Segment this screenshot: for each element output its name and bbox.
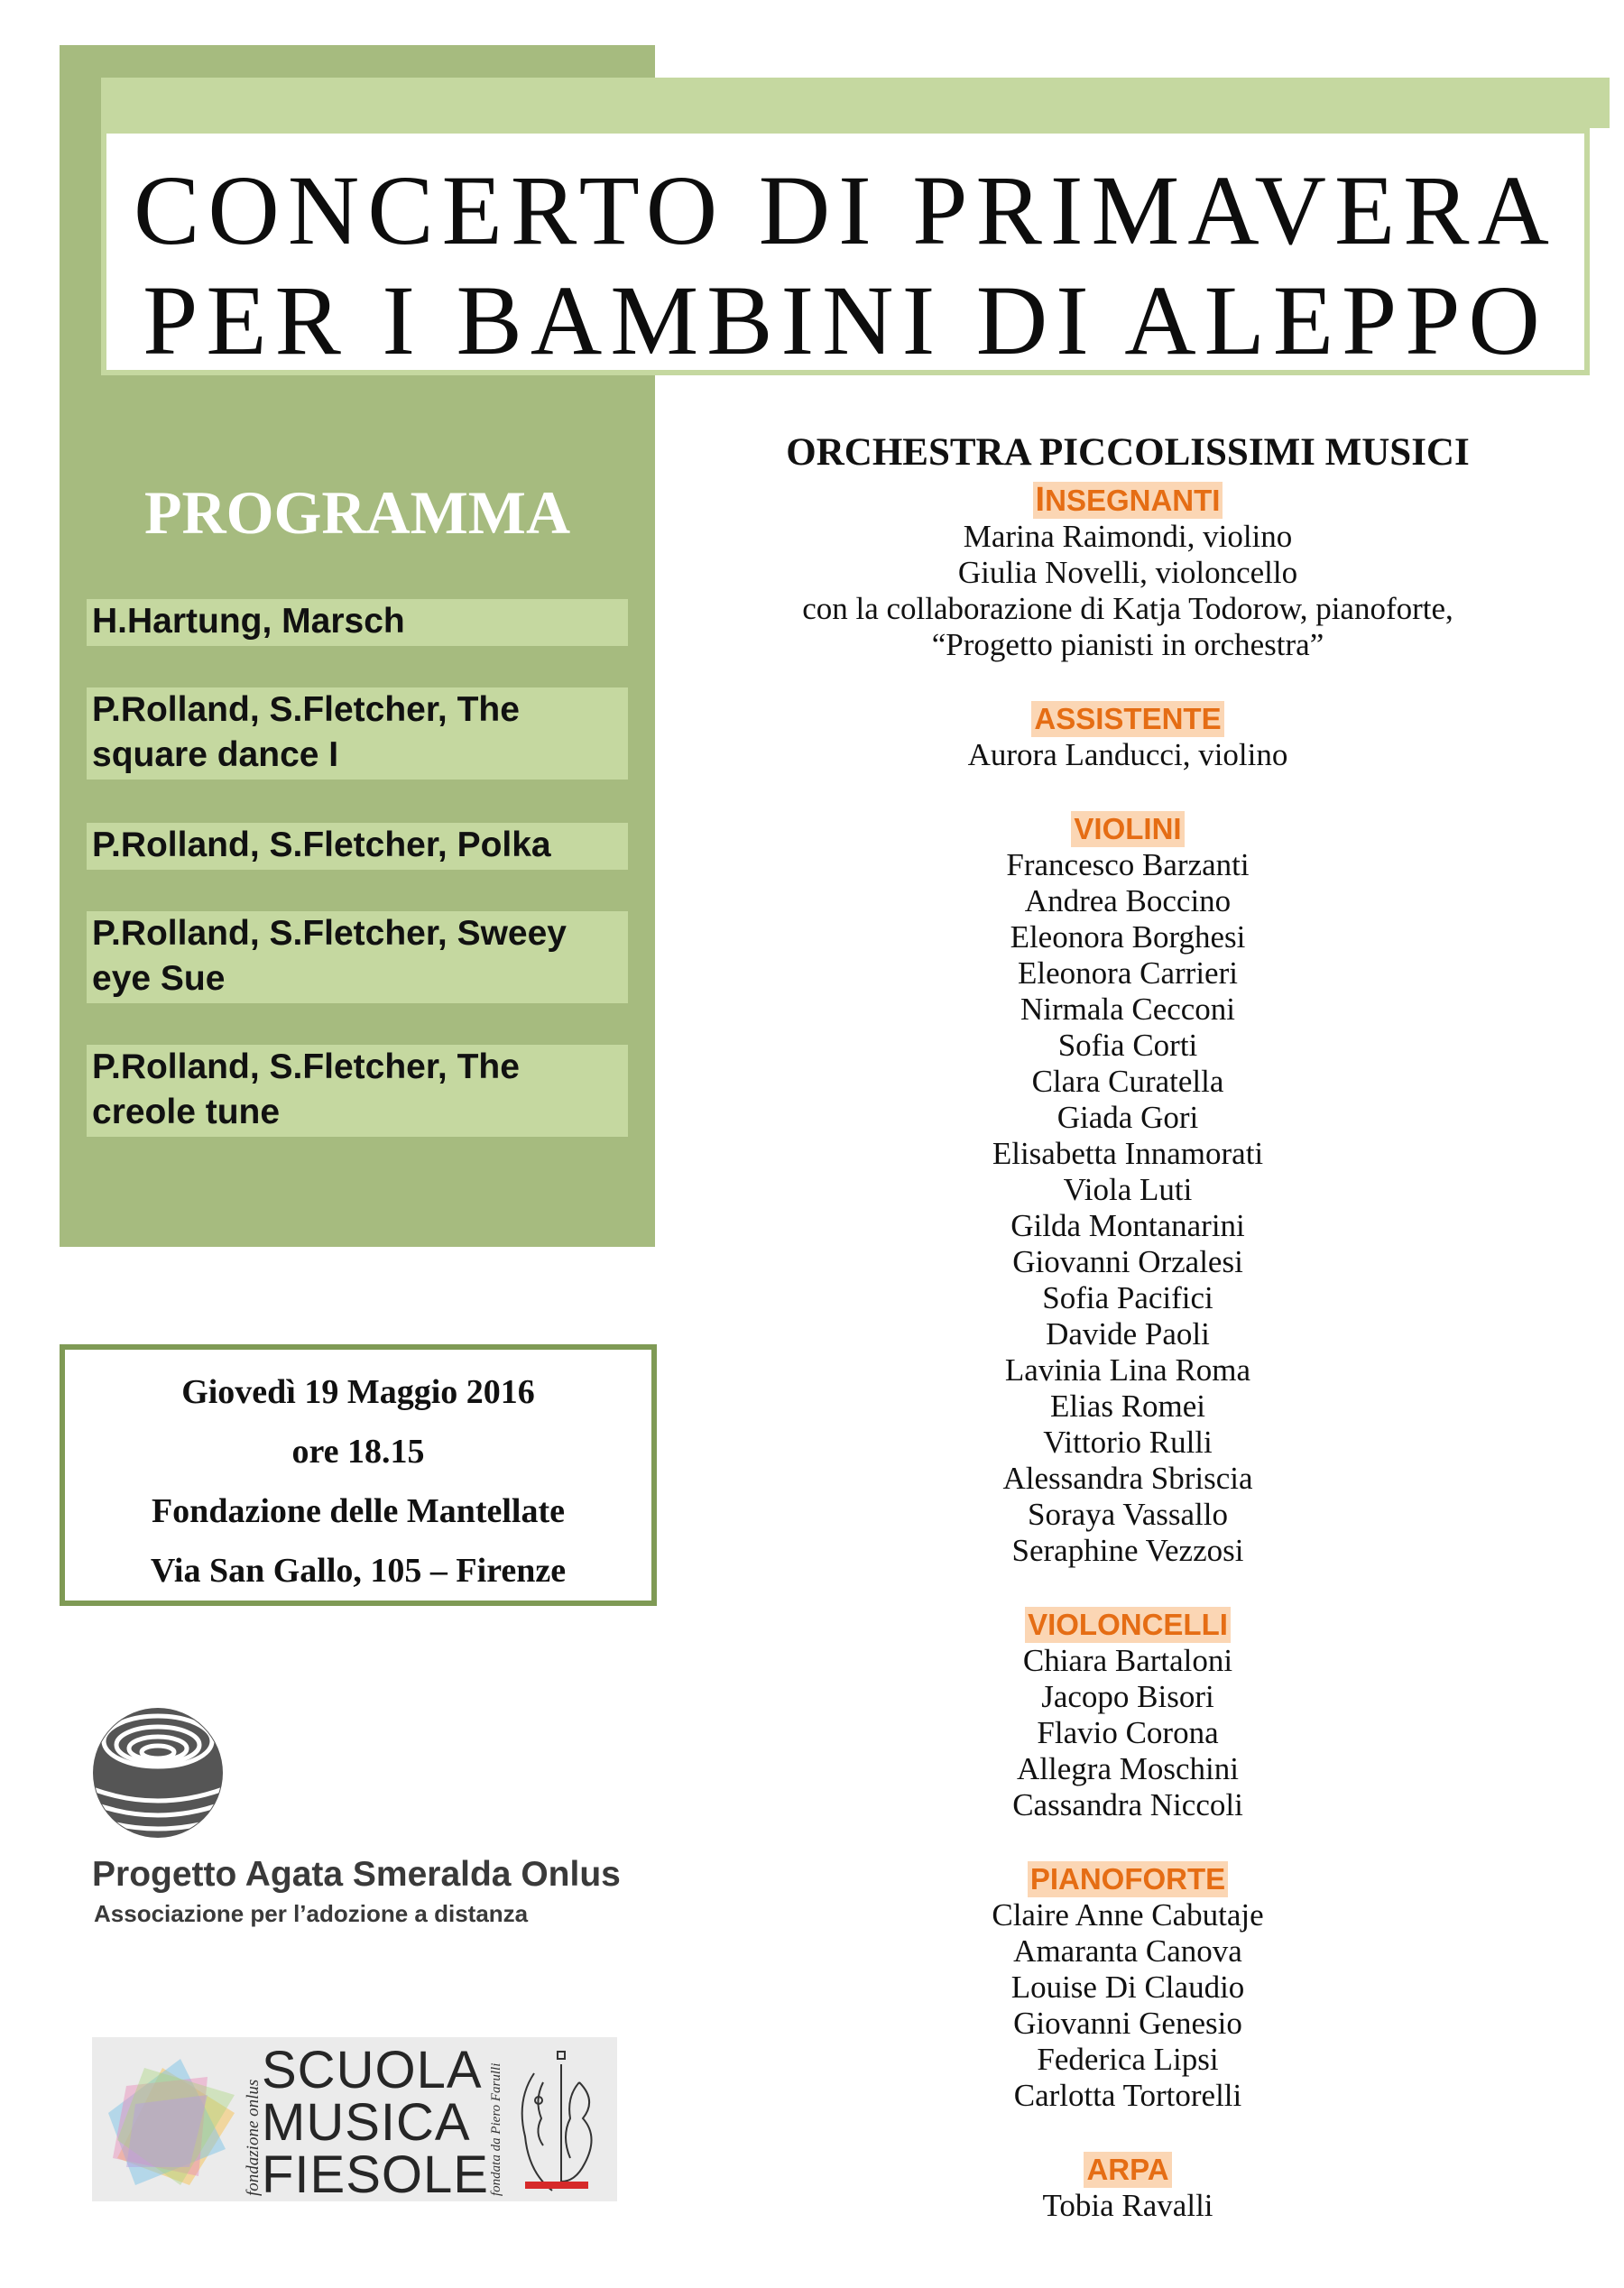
prism-graphic-icon	[99, 2050, 244, 2194]
musician-name: Lavinia Lina Roma	[1004, 1352, 1251, 1388]
section-label-arpa: ARPA	[1084, 2152, 1171, 2188]
musician-name: Allegra Moschini	[1017, 1751, 1239, 1786]
title-line-2: PER I BAMBINI DI ALEPPO	[143, 265, 1548, 375]
program-item: P.Rolland, S.Fletcher, Polka	[87, 823, 628, 870]
musician-name: Sofia Pacifici	[1042, 1280, 1213, 1315]
musician-name: Sofia Corti	[1057, 1028, 1198, 1063]
musician-name: Francesco Barzanti	[1006, 847, 1250, 882]
musician-name: Davide Paoli	[1046, 1316, 1210, 1352]
musician-name: Federica Lipsi	[1037, 2042, 1219, 2077]
musician-name: Seraphine Vezzosi	[1011, 1533, 1244, 1568]
musician-name: Carlotta Tortorelli	[1013, 2078, 1242, 2113]
event-info-box	[60, 1344, 657, 1606]
program-item: P.Rolland, S.Fletcher, The creole tune	[87, 1045, 628, 1137]
section-label-violini: VIOLINI	[1071, 811, 1184, 847]
program-heading: PROGRAMMA	[143, 478, 571, 547]
teacher-line: Giulia Novelli, violoncello	[957, 555, 1298, 590]
musician-name: Elisabetta Innamorati	[992, 1136, 1264, 1171]
section-assistente	[740, 701, 1516, 773]
program-item: H.Hartung, Marsch	[87, 599, 628, 646]
musician-name: Elias Romei	[1049, 1388, 1206, 1424]
agata-smeralda-name: Progetto Agata Smeralda Onlus	[92, 1855, 621, 1894]
musician-name: Clara Curatella	[1031, 1064, 1224, 1099]
agata-smeralda-logo-icon	[90, 1705, 226, 1841]
musician-name: Gilda Montanarini	[1010, 1208, 1245, 1243]
teacher-line: Marina Raimondi, violino	[963, 519, 1293, 554]
section-label-pianoforte: PIANOFORTE	[1028, 1861, 1228, 1897]
violin-face-icon	[507, 2046, 606, 2198]
event-address: Via San Gallo, 105 – Firenze	[150, 1552, 567, 1590]
section-label-violoncelli: VIOLONCELLI	[1025, 1607, 1231, 1643]
teacher-line: “Progetto pianisti in orchestra”	[931, 627, 1324, 662]
musician-name: Chiara Bartaloni	[1022, 1643, 1233, 1678]
pianoforte-list	[740, 1897, 1516, 2114]
musician-name: Cassandra Niccoli	[1012, 1787, 1243, 1822]
fiesole-vertical-text-right: fondata da Piero Farulli	[489, 2062, 503, 2196]
orchestra-column	[740, 429, 1516, 2224]
musician-name: Louise Di Claudio	[1010, 1970, 1245, 2005]
musician-name: Tobia Ravalli	[1042, 2188, 1213, 2223]
musician-name: Alessandra Sbriscia	[1002, 1461, 1253, 1496]
assistant-line: Aurora Landucci, violino	[967, 737, 1288, 772]
musician-name: Giovanni Genesio	[1013, 2006, 1242, 2041]
fiesole-word-2: MUSICA	[262, 2093, 471, 2152]
musician-name: Viola Luti	[1063, 1172, 1193, 1207]
musician-name: Jacopo Bisori	[1041, 1679, 1214, 1714]
musician-name: Vittorio Rulli	[1043, 1425, 1213, 1460]
teacher-line: con la collaborazione di Katja Todorow, pianoforte,	[802, 591, 1453, 626]
musician-name: Eleonora Borghesi	[1010, 919, 1246, 955]
musician-name: Soraya Vassallo	[1028, 1497, 1228, 1532]
title-line-1: CONCERTO DI PRIMAVERA	[134, 155, 1557, 265]
fiesole-vertical-text-left: fondazione onlus	[244, 2079, 263, 2196]
section-arpa	[740, 2152, 1516, 2224]
orchestra-title: ORCHESTRA PICCOLISSIMI MUSICI	[786, 431, 1470, 474]
section-pianoforte	[740, 1861, 1516, 2114]
title-band	[101, 78, 1610, 128]
scuola-musica-fiesole-logo	[92, 2037, 617, 2204]
event-time: ore 18.15	[291, 1433, 425, 1471]
section-violoncelli	[740, 1607, 1516, 1823]
fiesole-word-3: FIESOLE	[262, 2145, 489, 2204]
program-item: P.Rolland, S.Fletcher, The square dance I	[87, 687, 628, 780]
section-label-insegnanti: INSEGNANTI	[1033, 482, 1223, 519]
title-box	[101, 128, 1590, 375]
musician-name: Andrea Boccino	[1024, 883, 1232, 918]
musician-name: Giada Gori	[1057, 1100, 1199, 1135]
section-insegnanti	[740, 482, 1516, 663]
musician-name: Giovanni Orzalesi	[1012, 1244, 1243, 1279]
musician-name: Claire Anne Cabutaje	[992, 1897, 1264, 1933]
event-date: Giovedì 19 Maggio 2016	[181, 1373, 535, 1411]
event-venue: Fondazione delle Mantellate	[151, 1492, 566, 1530]
musician-name: Amaranta Canova	[1013, 1933, 1242, 1969]
fiesole-word-1: SCUOLA	[262, 2041, 483, 2099]
musician-name: Flavio Corona	[1037, 1715, 1219, 1750]
musician-name: Eleonora Carrieri	[1018, 955, 1238, 991]
section-label-assistente: ASSISTENTE	[1031, 701, 1223, 737]
musician-name: Nirmala Cecconi	[1020, 992, 1236, 1027]
arpa-list	[740, 2188, 1516, 2224]
violoncelli-list	[740, 1643, 1516, 1823]
agata-smeralda-subtitle: Associazione per l’adozione a distanza	[94, 1900, 529, 1927]
violini-list	[740, 847, 1516, 1569]
program-item: P.Rolland, S.Fletcher, Sweey eye Sue	[87, 911, 628, 1003]
section-violini	[740, 811, 1516, 1569]
